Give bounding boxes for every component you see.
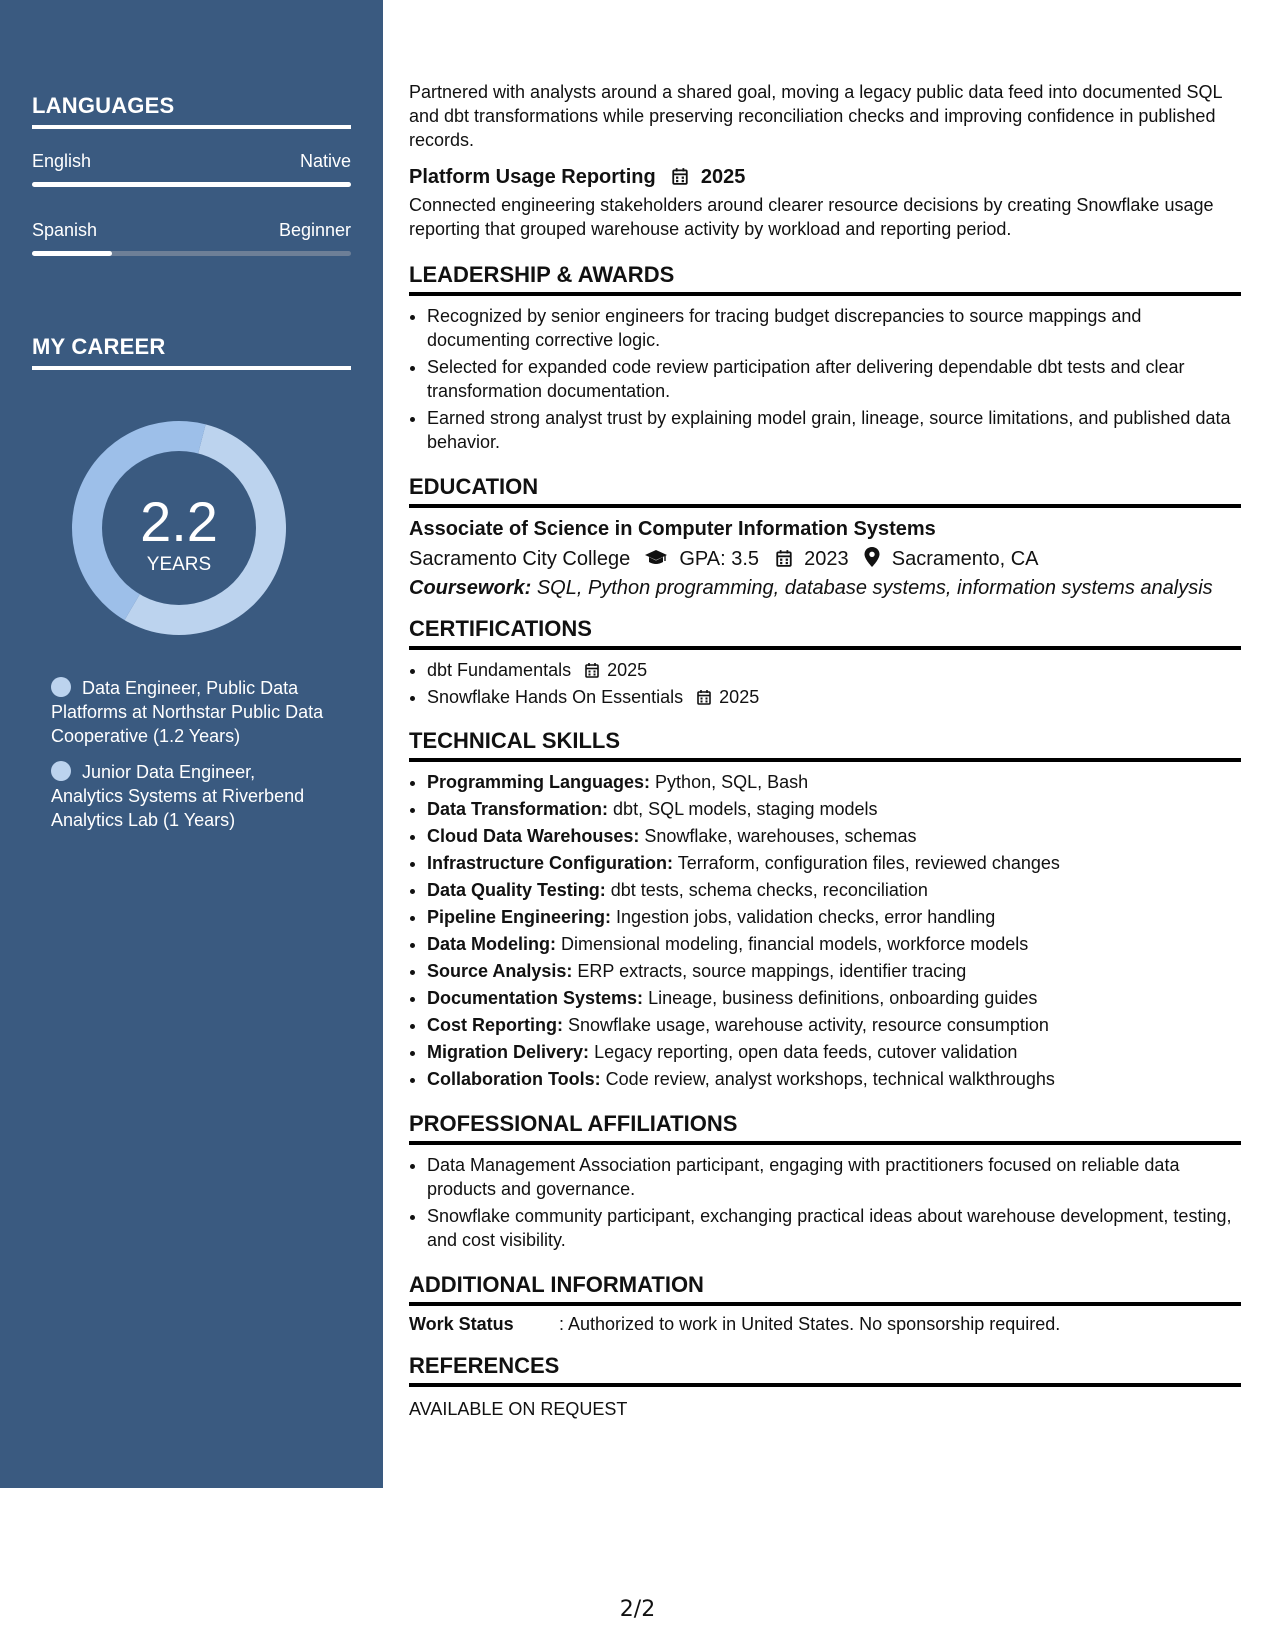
skill-value: dbt tests, schema checks, reconciliation — [610, 880, 928, 900]
skill-item — [427, 905, 1241, 929]
calendar-icon — [671, 167, 689, 185]
skill-item — [427, 959, 1241, 983]
career-item: Data Engineer, Public Data Platforms at Northstar Public Data Cooperative (1.2 Years) — [51, 678, 324, 746]
graduation-cap-icon — [644, 549, 668, 567]
skill-value: Legacy reporting, open data feeds, cutover validation — [594, 1042, 1018, 1062]
skill-item — [427, 824, 1241, 848]
education-details — [409, 547, 1241, 571]
additional-info-section — [409, 1272, 1241, 1335]
certification-name: Snowflake Hands On Essentials — [427, 687, 684, 707]
skill-value: Python, SQL, Bash — [655, 772, 809, 792]
calendar-icon — [696, 689, 712, 705]
calendar-icon — [775, 549, 793, 567]
leadership-heading: LEADERSHIP & AWARDS — [409, 262, 1241, 296]
page-number: 2/2 — [619, 1597, 656, 1622]
language-item — [32, 220, 351, 256]
skill-label: Migration Delivery: — [427, 1042, 590, 1062]
career-total-unit: YEARS — [146, 554, 212, 575]
skill-label: Pipeline Engineering: — [427, 907, 612, 927]
skill-value: dbt, SQL models, staging models — [613, 799, 878, 819]
work-status-value: : Authorized to work in United States. No sponsorship required. — [559, 1314, 1061, 1334]
skill-item — [427, 932, 1241, 956]
skill-value: ERP extracts, source mappings, identifier tracing — [577, 961, 967, 981]
list-item: • Recognized by senior engineers for tracing budget discrepancies to source mappings and documenting corrective logic. — [427, 304, 1241, 352]
career-item: Junior Data Engineer, Analytics Systems at Riverbend Analytics Lab (1 Years) — [51, 762, 305, 830]
skill-value: Code review, analyst workshops, technical walkthroughs — [605, 1069, 1055, 1089]
career-bullet-icon — [51, 761, 71, 781]
skill-label: Cost Reporting: — [427, 1015, 563, 1035]
career-donut-chart — [66, 415, 292, 641]
skill-value: Snowflake, warehouses, schemas — [644, 826, 917, 846]
skill-value: Lineage, business definitions, onboarding guides — [648, 988, 1038, 1008]
list-item: • Earned strong analyst trust by explaining model grain, lineage, source limitations, and published data behavior. — [427, 406, 1241, 454]
language-proficiency-fill — [32, 251, 112, 256]
location-pin-icon — [864, 547, 880, 567]
language-name: Spanish — [32, 220, 98, 240]
skill-item — [427, 1040, 1241, 1064]
skill-item — [427, 986, 1241, 1010]
skill-label: Data Transformation: — [427, 799, 609, 819]
certifications-heading: CERTIFICATIONS — [409, 616, 1241, 650]
list-item: • Data Management Association participant, engaging with practitioners focused on reliable data products and governance. — [427, 1153, 1241, 1201]
references-section — [409, 1353, 1241, 1421]
languages-heading: LANGUAGES — [32, 93, 351, 129]
skill-label: Programming Languages: — [427, 772, 651, 792]
skill-label: Documentation Systems: — [427, 988, 644, 1008]
language-name: English — [32, 151, 92, 171]
skills-heading: TECHNICAL SKILLS — [409, 728, 1241, 762]
certifications-section — [409, 616, 1241, 712]
skill-value: Dimensional modeling, financial models, workforce models — [561, 934, 1029, 954]
skill-item — [427, 878, 1241, 902]
skill-label: Source Analysis: — [427, 961, 573, 981]
career-bullet-icon — [51, 677, 71, 697]
skill-item — [427, 1013, 1241, 1037]
list-item: • Selected for expanded code review participation after delivering dependable dbt tests and clear transformation documentation. — [427, 355, 1241, 403]
education-section — [409, 474, 1241, 600]
references-heading: REFERENCES — [409, 1353, 1241, 1387]
certification-year: 2025 — [607, 660, 648, 680]
affiliations-section — [409, 1111, 1241, 1255]
languages-section — [32, 93, 351, 256]
leadership-section — [409, 262, 1241, 457]
project-description: Connected engineering stakeholders around clearer resource decisions by creating Snowflake usage reporting that grouped warehouse activity by workload and reporting period. — [409, 195, 1214, 239]
skill-value: Snowflake usage, warehouse activity, resource consumption — [568, 1015, 1049, 1035]
project-year: 2025 — [700, 166, 746, 188]
additional-info-heading: ADDITIONAL INFORMATION — [409, 1272, 1241, 1306]
skills-section — [409, 728, 1241, 1094]
education-location: Sacramento, CA — [891, 548, 1039, 570]
career-total-value: 2.2 — [140, 490, 218, 553]
calendar-icon — [584, 662, 600, 678]
project-entry — [409, 166, 1241, 241]
language-proficiency-bar — [32, 182, 351, 187]
school-name: Sacramento City College — [409, 548, 631, 570]
work-status-row — [409, 1314, 1241, 1335]
skill-item — [427, 797, 1241, 821]
language-level: Native — [299, 151, 351, 171]
work-status-label: Work Status — [409, 1314, 514, 1334]
language-item — [32, 151, 351, 187]
coursework-text: SQL, Python programming, database systems, information systems analysis — [536, 577, 1213, 599]
certification-item — [427, 658, 1241, 682]
skill-item — [427, 851, 1241, 875]
career-list — [51, 676, 331, 844]
certification-item — [427, 685, 1241, 709]
affiliations-heading: PROFESSIONAL AFFILIATIONS — [409, 1111, 1241, 1145]
intro-paragraph: Partnered with analysts around a shared goal, moving a legacy public data feed into documented SQL and dbt transformations while preserving reconciliation checks and improving confidence in published records. — [409, 82, 1222, 150]
sidebar — [0, 0, 383, 1488]
degree-title: Associate of Science in Computer Information Systems — [409, 518, 936, 540]
coursework-label: Coursework: — [409, 577, 532, 599]
skill-label: Cloud Data Warehouses: — [427, 826, 640, 846]
skill-value: Ingestion jobs, validation checks, error handling — [616, 907, 996, 927]
skill-value: Terraform, configuration files, reviewed changes — [677, 853, 1060, 873]
project-title: Platform Usage Reporting — [409, 166, 656, 188]
career-heading: MY CAREER — [32, 334, 351, 370]
skill-item — [427, 1067, 1241, 1091]
certification-name: dbt Fundamentals — [427, 660, 572, 680]
skill-label: Infrastructure Configuration: — [427, 853, 673, 873]
references-text: AVAILABLE ON REQUEST — [409, 1399, 628, 1419]
language-level: Beginner — [278, 220, 351, 240]
skill-label: Data Modeling: — [427, 934, 556, 954]
certification-year: 2025 — [719, 687, 760, 707]
skill-item — [427, 770, 1241, 794]
graduation-year: 2023 — [804, 548, 849, 570]
gpa: GPA: 3.5 — [679, 548, 760, 570]
coursework-line — [409, 577, 1241, 600]
project-title-line — [409, 166, 1241, 189]
education-heading: EDUCATION — [409, 474, 1241, 508]
skill-label: Data Quality Testing: — [427, 880, 606, 900]
list-item: • Snowflake community participant, exchanging practical ideas about warehouse development, testing, and cost visibility. — [427, 1204, 1241, 1252]
language-proficiency-bar — [32, 251, 351, 256]
career-section — [32, 334, 351, 370]
skill-label: Collaboration Tools: — [427, 1069, 601, 1089]
language-proficiency-fill — [32, 182, 351, 187]
